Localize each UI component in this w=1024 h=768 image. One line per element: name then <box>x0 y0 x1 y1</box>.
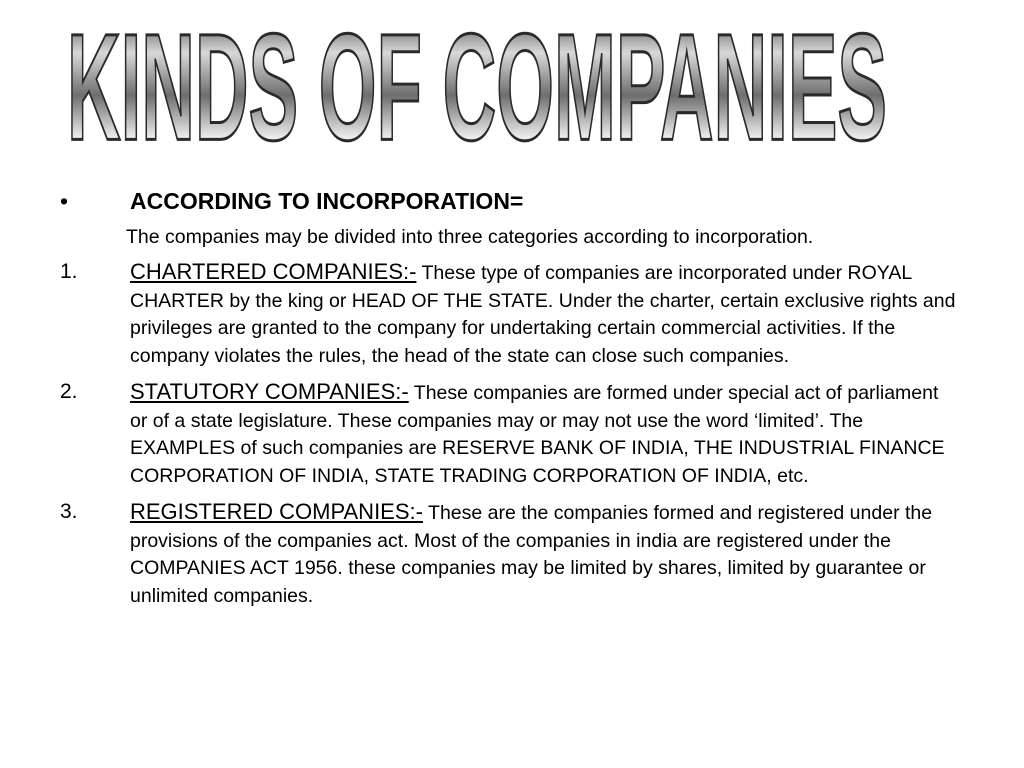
item-number: 3. <box>60 500 78 523</box>
item-number: 1. <box>60 260 78 283</box>
item-text: These type of companies are incorporated under ROYAL CHARTER by the king or HEAD OF THE STATE. Under the charter, certain exclusive rights and privileges are granted to the company for undertaking certain commercial activities. If the company violates the rules, the head of the state can close such companies. <box>130 262 956 367</box>
slide-title-text: KINDS OF COMPANIES <box>66 14 887 172</box>
list-item <box>60 498 960 610</box>
item-text: These are the companies formed and registered under the provisions of the companies act. Most of the companies in india are registered under the COMPANIES ACT 1956. these companies may be limited by shares, limited by guarantee or unlimited companies. <box>130 502 933 607</box>
item-number: 2. <box>60 380 78 403</box>
bullet-heading: ACCORDING TO INCORPORATION= <box>130 188 524 214</box>
item-heading: CHARTERED COMPANIES:- <box>130 259 417 284</box>
slide-body <box>60 186 960 610</box>
bullet-marker: • <box>60 188 69 214</box>
intro-text: The companies may be divided into three categories according to incorporation. <box>126 226 814 248</box>
item-text: These companies are formed under special act of parliament or of a state legislature. These companies may or may not use the word ‘limited’. The EXAMPLES of such companies are RESERVE BANK OF INDIA, THE INDUSTRIAL FINANCE CORPORATION OF INDIA, STATE TRADING CORPORATION OF INDIA, etc. <box>130 382 945 487</box>
list-item <box>60 378 960 490</box>
item-body <box>130 498 960 610</box>
item-body <box>130 258 960 370</box>
item-heading: REGISTERED COMPANIES:- <box>130 499 423 524</box>
item-body <box>130 378 960 490</box>
item-heading: STATUTORY COMPANIES:- <box>130 379 409 404</box>
list-item <box>60 258 960 370</box>
slide-title <box>62 14 892 174</box>
bullet-heading-row <box>60 186 960 216</box>
